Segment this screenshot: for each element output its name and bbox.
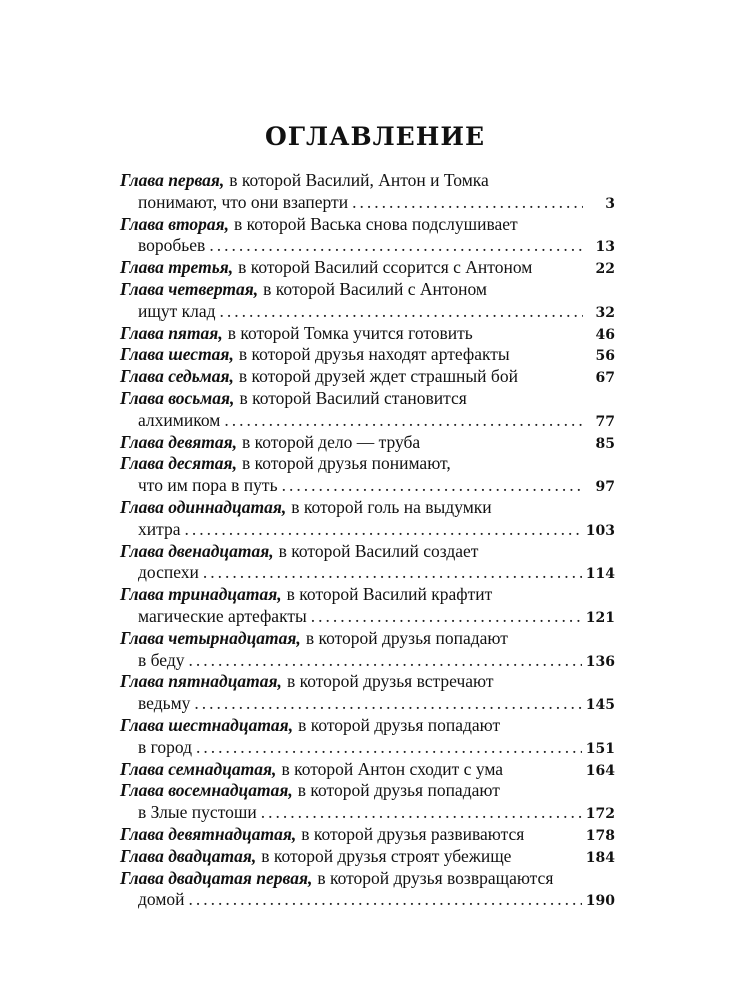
chapter-description-continued: в город: [138, 736, 193, 757]
toc-entry: [120, 671, 615, 715]
chapter-description-continued: в Злые пустоши: [138, 802, 257, 823]
chapter-description: в которой Василий, Антон и Томка: [229, 170, 489, 190]
chapter-heading: Глава восьмая,: [120, 387, 235, 408]
dot-leader: [189, 889, 582, 910]
chapter-description: в которой голь на выдумки: [291, 496, 492, 517]
dot-leader: [282, 475, 583, 496]
chapter-heading: Глава двадцатая,: [120, 845, 257, 866]
dot-leader: [194, 693, 581, 714]
chapter-heading: Глава тринадцатая,: [120, 584, 282, 605]
page-number: 184: [585, 849, 615, 866]
toc-entry-line: [120, 344, 615, 366]
chapter-description: в которой Василий с Антоном: [263, 278, 487, 299]
toc-entry: [120, 366, 615, 388]
toc-entry-line: [120, 170, 615, 192]
page-number: 136: [585, 653, 615, 670]
dot-leader: [203, 562, 582, 583]
toc-entry: [120, 214, 615, 258]
page-number: 178: [585, 827, 615, 844]
toc-entry-line: [120, 824, 615, 846]
toc-entry-line: [120, 366, 615, 388]
toc-entry: [120, 279, 615, 323]
chapter-heading: Глава четвертая,: [120, 278, 259, 299]
toc-entry-line: [120, 432, 615, 454]
toc-entry: [120, 715, 615, 759]
toc-entry: [120, 257, 615, 279]
toc-entry-line: [120, 453, 615, 475]
toc-entry-line: [120, 279, 615, 301]
chapter-heading: Глава двадцатая первая,: [120, 867, 313, 888]
dot-leader: [220, 301, 583, 322]
chapter-heading: Глава первая,: [120, 170, 225, 190]
chapter-description-continued: алхимиком: [138, 409, 221, 430]
chapter-heading: Глава пятая,: [120, 322, 223, 343]
chapter-description: в которой Василий крафтит: [286, 584, 493, 605]
chapter-description: в которой друзья строят убежище: [261, 845, 512, 866]
toc-entry-line: [120, 780, 615, 802]
page-number: 77: [595, 413, 615, 430]
page-number: 32: [595, 304, 615, 321]
page-number: 3: [605, 195, 615, 212]
chapter-description-continued: хитра: [138, 518, 181, 539]
chapter-description: в которой Василий создает: [278, 540, 479, 561]
dot-leader: [352, 192, 583, 213]
toc-entry-line: [120, 388, 615, 410]
chapter-description: в которой друзья развиваются: [301, 823, 525, 844]
toc-entry-line: [120, 584, 615, 606]
page-number: 114: [585, 566, 615, 583]
page-number: 56: [595, 348, 615, 365]
chapter-heading: Глава шестнадцатая,: [120, 714, 294, 735]
toc-entry: [120, 868, 615, 912]
page-number: 97: [595, 479, 615, 496]
chapter-heading: Глава четырнадцатая,: [120, 627, 301, 648]
toc-entry-continuation: [120, 475, 615, 497]
chapter-description-continued: в беду: [138, 649, 185, 670]
toc-entry-line: [120, 257, 615, 279]
toc-entry: [120, 759, 615, 781]
chapter-heading: Глава седьмая,: [120, 366, 234, 387]
toc-entry-line: [120, 497, 615, 519]
toc-entry-continuation: [120, 889, 615, 911]
chapter-heading: Глава третья,: [120, 257, 234, 278]
chapter-description-continued: магические артефакты: [138, 605, 307, 626]
toc-entry: [120, 628, 615, 672]
chapter-heading: Глава восемнадцатая,: [120, 780, 293, 801]
chapter-description-continued: домой: [138, 889, 185, 910]
page-number: 172: [585, 806, 615, 823]
toc-entry-line: [120, 759, 615, 781]
toc-entry: [120, 780, 615, 824]
chapter-description: в которой друзей ждет страшный бой: [238, 366, 518, 387]
dot-leader: [224, 410, 583, 431]
table-of-contents: [120, 170, 615, 911]
chapter-heading: Глава семнадцатая,: [120, 758, 277, 779]
chapter-description: в которой Томка учится готовить: [227, 322, 473, 343]
toc-entry-line: [120, 671, 615, 693]
toc-entry-line: [120, 628, 615, 650]
toc-entry-line: [120, 541, 615, 563]
dot-leader: [185, 519, 582, 540]
chapter-heading: Глава вторая,: [120, 213, 230, 234]
chapter-description: в которой друзья возвращаются: [317, 867, 554, 888]
page-number: 85: [595, 435, 615, 452]
chapter-heading: Глава пятнадцатая,: [120, 671, 282, 692]
toc-entry: [120, 824, 615, 846]
chapter-description-continued: ведьму: [138, 693, 191, 714]
chapter-heading: Глава шестая,: [120, 344, 234, 365]
toc-entry-continuation: [120, 802, 615, 824]
page-number: 103: [585, 522, 615, 539]
dot-leader: [311, 606, 582, 627]
dot-leader: [189, 650, 582, 671]
chapter-description-continued: понимают, что они взаперти: [138, 191, 349, 212]
chapter-description: в которой друзья попадают: [305, 627, 508, 648]
toc-entry: [120, 497, 615, 541]
toc-entry-continuation: [120, 519, 615, 541]
chapter-heading: Глава двенадцатая,: [120, 540, 274, 561]
page-title: ОГЛАВЛЕНИЕ: [264, 122, 486, 151]
toc-entry-line: [120, 323, 615, 345]
chapter-description-continued: что им пора в путь: [138, 475, 278, 496]
page-number: 67: [595, 370, 615, 387]
toc-entry-line: [120, 846, 615, 868]
toc-entry-continuation: [120, 301, 615, 323]
dot-leader: [209, 235, 583, 256]
chapter-description: в которой дело — труба: [242, 431, 421, 452]
toc-entry: [120, 388, 615, 432]
chapter-description-continued: воробьев: [138, 235, 206, 256]
toc-entry-line: [120, 214, 615, 236]
page-number: 121: [585, 609, 615, 626]
chapter-description-continued: ищут клад: [138, 300, 216, 321]
toc-entry: [120, 453, 615, 497]
toc-entry-line: [120, 715, 615, 737]
toc-entry: [120, 170, 615, 214]
chapter-description: в которой друзья попадают: [297, 780, 500, 801]
toc-entry-continuation: [120, 693, 615, 715]
toc-entry-continuation: [120, 650, 615, 672]
chapter-description: в которой Василий становится: [239, 387, 467, 408]
chapter-description: в которой друзья попадают: [298, 714, 501, 735]
page-number: 145: [585, 697, 615, 714]
toc-entry: [120, 584, 615, 628]
page-number: 22: [595, 261, 615, 278]
chapter-heading: Глава девятая,: [120, 431, 237, 452]
chapter-description: в которой Васька снова подслушивает: [234, 213, 518, 234]
chapter-description: в которой друзья находят артефакты: [238, 344, 510, 365]
toc-entry-line: [120, 868, 615, 890]
toc-entry-continuation: [120, 192, 615, 214]
toc-entry: [120, 432, 615, 454]
toc-entry-continuation: [120, 606, 615, 628]
toc-entry-continuation: [120, 235, 615, 257]
toc-entry-continuation: [120, 562, 615, 584]
page-number: 190: [585, 893, 615, 910]
chapter-description-continued: доспехи: [138, 562, 199, 583]
toc-entry: [120, 541, 615, 585]
toc-entry: [120, 846, 615, 868]
toc-entry-continuation: [120, 410, 615, 432]
chapter-heading: Глава девятнадцатая,: [120, 823, 297, 844]
page-number: 164: [585, 762, 615, 779]
chapter-description: в которой Василий ссорится с Антоном: [238, 257, 533, 278]
chapter-description: в которой друзья понимают,: [241, 453, 451, 474]
chapter-description: в которой друзья встречают: [286, 671, 494, 692]
page-number: 46: [595, 326, 615, 343]
chapter-heading: Глава одиннадцатая,: [120, 496, 287, 517]
toc-entry: [120, 323, 615, 345]
page-number: 13: [595, 239, 615, 256]
chapter-heading: Глава десятая,: [120, 453, 237, 474]
dot-leader: [261, 802, 582, 823]
chapter-description: в которой Антон сходит с ума: [281, 758, 504, 779]
toc-entry-continuation: [120, 737, 615, 759]
page-number: 151: [585, 740, 615, 757]
toc-entry: [120, 344, 615, 366]
dot-leader: [196, 737, 582, 758]
